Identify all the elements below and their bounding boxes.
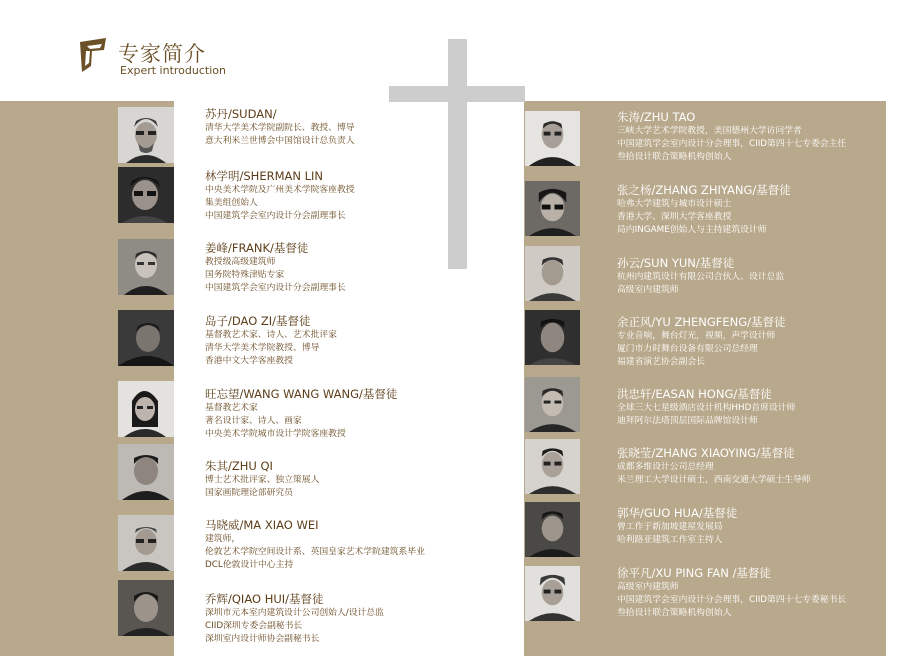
expert-description: CIID深圳专委会副秘书长 xyxy=(205,621,303,631)
expert-name: 岛子/DAO ZI/基督徒 xyxy=(205,314,311,328)
expert-description: 高级室内建筑师 xyxy=(617,285,679,295)
expert-description: 著名设计家、诗人、画家 xyxy=(205,416,302,426)
expert-portrait-photo xyxy=(118,310,174,366)
expert-portrait-photo xyxy=(525,181,580,236)
expert-portrait-photo xyxy=(525,377,580,432)
expert-name: 朱其/ZHU QI xyxy=(205,459,273,473)
expert-portrait-photo xyxy=(525,310,580,365)
expert-entry xyxy=(205,387,397,441)
expert-name: 孙云/SUN YUN/基督徒 xyxy=(617,256,735,270)
expert-description: 深圳市元本室内建筑设计公司创始人/设计总监 xyxy=(205,608,384,618)
expert-entry xyxy=(205,107,355,148)
expert-name: 乔辉/QIAO HUI/基督徒 xyxy=(205,592,324,606)
expert-portrait-photo xyxy=(525,502,580,557)
expert-entry xyxy=(617,387,795,428)
expert-description: 意大利米兰世博会中国馆设计总负责人 xyxy=(205,136,355,146)
expert-description: 高级室内建筑师 xyxy=(617,582,679,592)
expert-name: 林学明/SHERMAN LIN xyxy=(205,169,324,183)
brand-logo-icon xyxy=(78,38,108,72)
expert-description: 基督教艺术家 xyxy=(205,403,258,413)
expert-description: 厦门市力时舞台设备有限公司总经理 xyxy=(617,344,758,354)
expert-description: 基督教艺术家、诗人、艺术批评家 xyxy=(205,330,337,340)
expert-description: 全球三大七星级酒店设计机构HHD首席设计师 xyxy=(617,403,796,413)
expert-entry xyxy=(205,241,346,295)
expert-description: 建筑师， xyxy=(205,534,241,544)
expert-name: 苏丹/SUDAN/ xyxy=(205,107,277,121)
expert-description: 清华大学美术学院教授、博导 xyxy=(205,343,320,353)
expert-entry xyxy=(617,256,784,297)
expert-name: 徐平凡/XU PING FAN /基督徒 xyxy=(617,566,771,580)
expert-description: 中央美术学院及广州美术学院客座教授 xyxy=(205,185,355,195)
expert-description: 国家画院理论部研究员 xyxy=(205,488,293,498)
expert-description: 专业音响，舞台灯光，视频，声学设计师 xyxy=(617,331,776,341)
expert-portrait-photo xyxy=(525,111,580,166)
expert-entry xyxy=(205,314,337,368)
expert-portrait-photo xyxy=(525,246,580,301)
expert-entry xyxy=(617,566,846,620)
expert-description: 香港大学、深圳大学客座教授 xyxy=(617,212,732,222)
expert-name: 余正风/YU ZHENGFENG/基督徒 xyxy=(617,315,786,329)
expert-description: 哈弗大学建筑与城市设计硕士 xyxy=(617,199,732,209)
expert-description: 教授级高级建筑师 xyxy=(205,257,276,267)
page-title: 专家简介 xyxy=(118,42,206,66)
expert-portrait-photo xyxy=(118,239,174,295)
expert-name: 张晓莹/ZHANG XIAOYING/基督徒 xyxy=(617,446,795,460)
expert-portrait-photo xyxy=(118,444,174,500)
expert-name: 张之杨/ZHANG ZHIYANG/基督徒 xyxy=(617,183,791,197)
expert-portrait-photo xyxy=(525,439,580,494)
expert-portrait-photo xyxy=(118,107,174,163)
expert-entry xyxy=(205,518,425,572)
expert-portrait-photo xyxy=(118,381,174,437)
expert-entry xyxy=(617,110,846,164)
expert-description: 集美组创始人 xyxy=(205,198,258,208)
expert-portrait-photo xyxy=(118,167,174,223)
cross-horizontal-bar xyxy=(389,86,525,102)
expert-description: 福建省演艺协会副会长 xyxy=(617,357,705,367)
expert-description: 叁拾设计联合策略机构创始人 xyxy=(617,608,732,618)
expert-description: 中央美术学院城市设计学院客座教授 xyxy=(205,429,346,439)
expert-description: DCL伦敦设计中心主持 xyxy=(205,560,294,570)
expert-entry xyxy=(617,506,737,547)
expert-description: 香港中文大学客座教授 xyxy=(205,356,293,366)
expert-description: 迪拜阿尔法塔顶层国际品牌馆设计师 xyxy=(617,416,758,426)
expert-description: 三峡大学艺术学院教授，美国德州大学访问学者 xyxy=(617,126,802,136)
expert-name: 姜峰/FRANK/基督徒 xyxy=(205,241,309,255)
expert-portrait-photo xyxy=(525,566,580,621)
expert-description: 伦敦艺术学院空间设计系、英国皇家艺术学院建筑系毕业 xyxy=(205,547,425,557)
expert-description: 博士艺术批评家、独立策展人 xyxy=(205,475,320,485)
expert-name: 洪忠轩/EASAN HONG/基督徒 xyxy=(617,387,772,401)
expert-description: 米兰理工大学设计硕士，西南交通大学硕士生导师 xyxy=(617,475,811,485)
expert-description: 中国建筑学会室内设计分会理事，CIID第四十七专委秘书长 xyxy=(617,595,847,605)
expert-entry xyxy=(205,592,384,646)
expert-description: 中国建筑学会室内设计分会副理事长 xyxy=(205,283,346,293)
expert-name: 郭华/GUO HUA/基督徒 xyxy=(617,506,738,520)
expert-description: 哈利路亚建筑工作室主持人 xyxy=(617,535,723,545)
expert-name: 朱涛/ZHU TAO xyxy=(617,110,696,124)
expert-description: 成都多维设计公司总经理 xyxy=(617,462,714,472)
expert-portrait-photo xyxy=(118,515,174,571)
expert-name: 马晓威/MA XIAO WEI xyxy=(205,518,319,532)
expert-entry xyxy=(617,446,811,487)
expert-description: 中国建筑学会室内设计分会理事，CIID第四十七专委会主任 xyxy=(617,139,847,149)
expert-description: 深圳室内设计师协会副秘书长 xyxy=(205,634,320,644)
expert-description: 国务院特殊津贴专家 xyxy=(205,270,285,280)
expert-entry xyxy=(617,183,791,237)
expert-description: 清华大学美术学院副院长、教授、博导 xyxy=(205,123,355,133)
cross-vertical-bar xyxy=(448,39,467,269)
expert-entry xyxy=(205,169,355,223)
expert-description: 叁拾设计联合策略机构创始人 xyxy=(617,152,732,162)
expert-entry xyxy=(205,459,319,500)
expert-entry xyxy=(617,315,786,369)
expert-name: 旺忘望/WANG WANG WANG/基督徒 xyxy=(205,387,398,401)
expert-description: 杭州内建筑设计有限公司合伙人、设计总监 xyxy=(617,272,785,282)
expert-description: 局内INGAME创始人与主持建筑设计师 xyxy=(617,225,767,235)
expert-portrait-photo xyxy=(118,580,174,636)
expert-description: 中国建筑学会室内设计分会副理事长 xyxy=(205,211,346,221)
expert-description: 曾工作于新加坡建屋发展局 xyxy=(617,522,723,532)
page-subtitle: Expert introduction xyxy=(120,64,226,77)
